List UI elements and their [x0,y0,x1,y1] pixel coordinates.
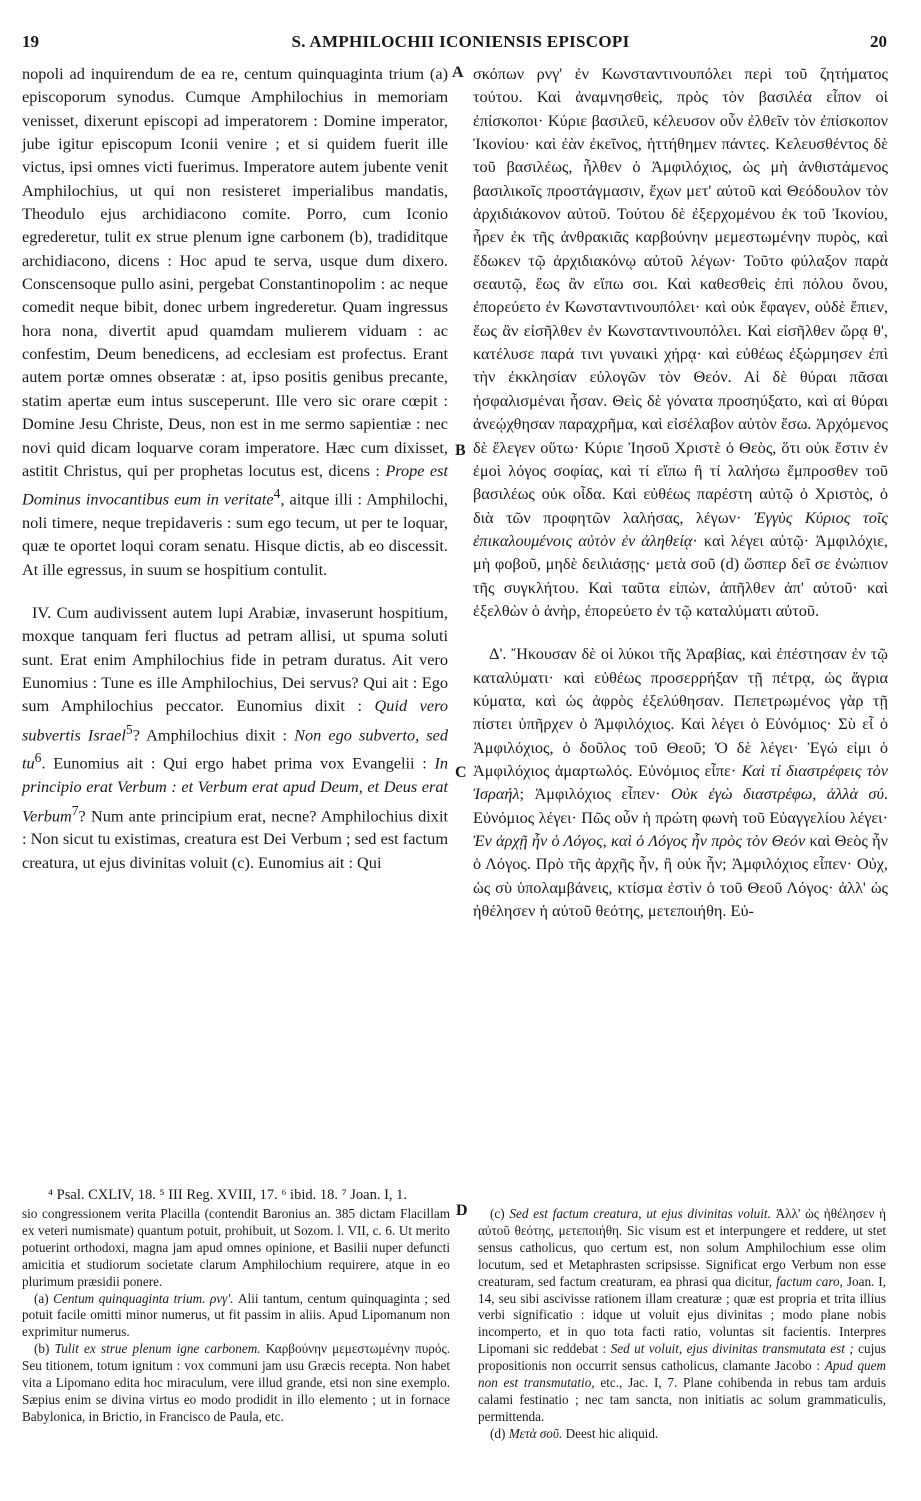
greek-paragraph: σκόπων ρνγ' ἐν Κωνσταντινουπόλει περὶ τοῦ ζητήματος τούτου. Καὶ ἀναμνησθεὶς, πρὸς τὸν βασιλέα εἶπον οἱ ἐπίσκοποι· Κύριε βασιλεῦ, κέλευσον οὖν ἐλθεῖν τὸν ἐπίσκοπον Ἰκονίου· καὶ ἐὰν ἐκεῖνος, ἡττήθημεν πάντες. Κελευσθέντος δὲ τοῦ βασιλέως, ἦλθεν ὁ Ἀμφιλόχιος, ὡς μὴ ἀνθιστάμενος βασιλικοῖς προστάγμασιν, ἔχων μετ' αὐτοῦ καὶ Θεόδουλον τὸν ἀρχιδιάκονον αὐτοῦ. Τούτου δὲ ἐξερχομένου ἐκ τοῦ Ἰκονίου, ἦρεν ἐκ τῆς ἀνθρακιᾶς καρβούνην μεμεστωμένην πυρὸς, καὶ ἔδωκεν τῷ ἀρχιδιακόνῳ αὐτοῦ λέγων· Τοῦτο φύλαξον παρὰ σεαυτῷ, ἕως ἂν εἴπω σοι. Καὶ καθεσθεὶς ἐπὶ πόλου ὄνου, ἐπορεύετο ἐν Κωνσταντινουπόλει· καὶ οὐκ ἔφαγεν, οὐδὲ ἔπιεν, ἕως ἂν εἰσῆλθεν ἐν Κωνσταντινουπόλει. Καὶ εἰσῆλθεν ὥρᾳ θ', κατέλυσε παρά τινι γυναικὶ χήρᾳ· καὶ εὐθέως ἐξώρμησεν ἐπὶ τὴν ἐκκλησίαν εὐλογῶν τὸν Θεόν. Αἱ δὲ θύραι πᾶσαι ἠσφαλισμέναι ἦσαν. Θεὶς δὲ γόνατα προσηύξατο, καὶ αἱ θύραι ἀνεῴχθησαν παραχρῆμα, καὶ εἰσέλαβον αὐτὸν ἔσω. Ἀρχόμενος δὲ ἔλεγεν οὕτω· Κύριε Ἰησοῦ Χριστὲ ὁ Θεὸς, ὅτι οὐκ ἔστιν ἐν ἐμοὶ λόγος σοφίας, καὶ τί εἴπω ἢ τί λαλήσω ἔμπροσθεν τοῦ βασιλέως οὐκ οἶδα. Καὶ εὐθέως παρέστη αὐτῷ ὁ Χριστὸς, ὁ διὰ τῶν προφητῶν λαλήσας, λέγων· Ἐγγὺς Κύριος τοῖς ἐπικαλουμένοις αὐτὸν ἐν ἀληθείᾳ· καὶ λέγει αὐτῷ· Ἀμφιλόχιε, μὴ φοβοῦ, μηδὲ δειλιάσῃς· μετὰ σοῦ (d) ὥσπερ δεῖ σε ἐνώπιον τῆς συγκλήτου. Καὶ ταῦτα εἰπὼν, ἀπῆλθεν ἀπ' αὐτοῦ· καὶ ἐξελθὼν ὁ ἀνὴρ, ἐπορεύετο ἐν τῷ καταλύματι αὐτοῦ. [473,64,888,620]
greek-section-d: Δ'. Ἤκουσαν δὲ οἱ λύκοι τῆς Ἀραβίας, καὶ ἐπέστησαν ἐν τῷ καταλύματι· καὶ εὐθέως προσερρήξαν τῇ πέτρᾳ, ὡς ἄγρια κύματα, καὶ ὡς ἀφρὸς ἐξελύθησαν. Πεπετρωμένος γὰρ τῇ πίστει ὑπῆρχεν ὁ Ἀμφιλόχιος. Καὶ λέγει ὁ Εὐνόμιος· Σὺ εἶ ὁ Ἀμφιλόχιος, ὁ δοῦλος τοῦ Θεοῦ; Ὁ δὲ λέγει· Ἐγώ εἰμι ὁ Ἀμφιλόχιος ἁμαρτωλός. Εὐνόμιος εἶπε· Καὶ τί διαστρέφεις τὸν Ἰσραήλ; Ἀμφιλόχιος εἶπεν· Οὐκ ἐγὼ διαστρέφω, ἀλλὰ σύ. Εὐνόμιος λέγει· Πῶς οὖν ἡ πρώτη φωνὴ τοῦ Εὐαγγελίου λέγει· Ἐν ἀρχῇ ἦν ὁ Λόγος, καὶ ὁ Λόγος ἦν πρὸς τὸν Θεόν καὶ Θεὸς ἦν ὁ Λόγος. Πρὸ τῆς ἀρχῆς ἦν, ἢ οὐκ ἦν; Ἀμφιλόχιος εἶπεν· Οὐχ, ὡς σὺ ὑπολαμβάνεις, κτίσμα ἐστὶν ὁ τοῦ Θεοῦ Λόγος· ἀλλ' ὡς ἠθέλησεν ἡ αὐτοῦ θεότης, μετεποιήθη. Εὐ- [473,644,888,921]
note-c: (c) Sed est factum creatura, ut ejus divinitas voluit. Ἀλλ' ὡς ἠθέλησεν ἡ αὐτοῦ θεότης, μετεποιήθη. Sic visum est et interpungere et reddere, ut stet sensus catholicus, quo certum est, non solum Amphilochium esse olim locutum, sed et Metaphrasten scripsisse. Significat ergo Verbum non esse creaturam, sed factum creaturam, ea phrasi qua dicitur, factum caro, Joan. I, 14, seu sibi ascivisse rationem illam creaturæ ; quæ est propria et trita illius verbi significatio : idque ut voluit ejus divinitas ; modo plane nobis incomperto, et in quo tota facti ratio, voluntas sit facientis. Interpres Lipomani sic reddebat : Sed ut voluit, ejus divinitas transmutata est ; cujus propositionis non occurrit sensus catholicus, clamante Jacobo : Apud quem non est transmutatio, etc., Jac. I, 7. Plane cohibenda in rebus tam arduis calami festinatio ; nec tam sancta, non initiatis ac solum grammaticulis, permittenda. [478,1206,887,1424]
greek-column [473,62,888,922]
scripture-references: ⁴ Psal. CXLIV, 18. ⁵ III Reg. XVIII, 17. ⁶ ibid. 18. ⁷ Joan. I, 1. [48,1187,408,1203]
notes-left-column [22,1206,450,1426]
latin-column [22,62,448,874]
note-b: (b) Tulit ex strue plenum igne carbonem. Καρβούνην μεμεστωμένην πυρός. Seu titionem, totum ignitum : vox communi jam usu Græcis recepta. Non habet vita a Lipomano edita hoc miraculum, vere illud grande, etsi non sine exemplo. Sæpius enim se divina virtus eo modo prodidit in illo elemento ; ut in fornace Babylonica, in Brictio, in Francisco de Paula, etc. [22,1341,450,1424]
latin-section-iv: IV. Cum audivissent autem lupi Arabiæ, invaserunt hospitium, moxque tanquam feri fluctus ad petram allisi, ut spuma soluti sunt. Erat enim Amphilochius fide in petram duratus. Ait vero Eunomius : Tune es ille Amphilochius, Dei servus? Qui ait : Ego sum Amphilochius peccator. Eunomius dixit : Quid vero subvertis Israel$^5$? Amphilochius dixit : Non ego subverto, sed $tu^6$. Eunomius ait : Qui ergo habet prima vox Evangelii : In principio erat Verbum : et Verbum erat apud Deum, et Deus erat Verbum$^7$? Num ante principium erat, necne? Amphilochius dixit : Non sicut tu existimas, creatura est Dei Verbum ; sed est factum creatura, ut ejus divinitas voluit (c). Eunomius ait : Qui [22,602,449,872]
page-number-right: 20 [870,32,887,51]
page-number-left: 19 [22,32,39,51]
marker-b: B [455,442,466,459]
note-continuation: sio congressionem verita Placilla (contendit Baronius an. 385 dictam Flacillam ex veteri numismate) quantum potuit, prohibuit, ut Sozom. l. VII, c. 6. Ut merito potuerint orthodoxi, magna jam apud omnes opinione, et Basilii nuper defuncti amicitia et studiorum societate clarum Amphilochium requirere, atque in eo plurimum præsidii ponere. [22,1206,450,1289]
marker-d: D [456,1202,468,1219]
marker-a: A [452,64,464,81]
running-header [0,24,921,64]
latin-paragraph: nopoli ad inquirendum de ea re, centum quinquaginta trium (a) episcoporum synodus. Cumque Amphilochius in memoriam venisset, dixerunt episcopi ad imperatorem : Domine imperator, jube igitur episcopum Iconii venire ; et si quidem fuerit ille victus, ipsi omnes victi fuerimus. Imperatore autem jubente venit Amphilochius, ut qui non resisteret imperialibus mandatis, Theodulo ejus archidiacono comite. Porro, cum Iconio egrederetur, tulit ex strue plenum igne carbonem (b), tradiditque archidiacono, dicens : Hoc apud te serva, usque dum dixero. Conscensoque pullo asini, pergebat Constantinopolim : ac neque comedit neque bibit, donec urbem ingrederetur. Quam ingressus hora nona, divertit apud quamdam mulierem viduam : ac confestim, Deum benedicens, ad ecclesiam est profectus. Erant autem portæ omnes obseratæ : at, ipso positis genibus precante, statim apertæ eum intus susceperunt. Ille vero sic orare cœpit : Domine Jesu Christe, Deus, non est in me sermo sapientiæ : nec novi quid dicam loquarve coram imperatore. Hæc cum dixisset, astitit Christus, qui per prophetas locutus est, dicens : Prope est Dominus invocantibus eum in veritate$^4$, aitque illi : Amphilochi, noli timere, neque trepidaveris : sum ego tecum, ut per te loquar, quæ te oportet loqui coram senatu. Hisque dictis, ab eo discessit. At ille egressus, in suum se hospitium contulit. [22,64,449,579]
note-a: (a) Centum quinquaginta trium. ρνγ'. Alii tantum, centum quinquaginta ; sed potuit facile omitti minor numerus, ut fit passim in aliis. Apud Lipomanum non exprimitur numerus. [22,1290,450,1340]
note-d: (d) Μετὰ σοῦ. Deest hic aliquid. [490,1425,659,1441]
running-title: S. AMPHILOCHII ICONIENSIS EPISCOPI [291,32,630,51]
notes-right-column [478,1206,886,1443]
marker-c: C [455,764,467,781]
